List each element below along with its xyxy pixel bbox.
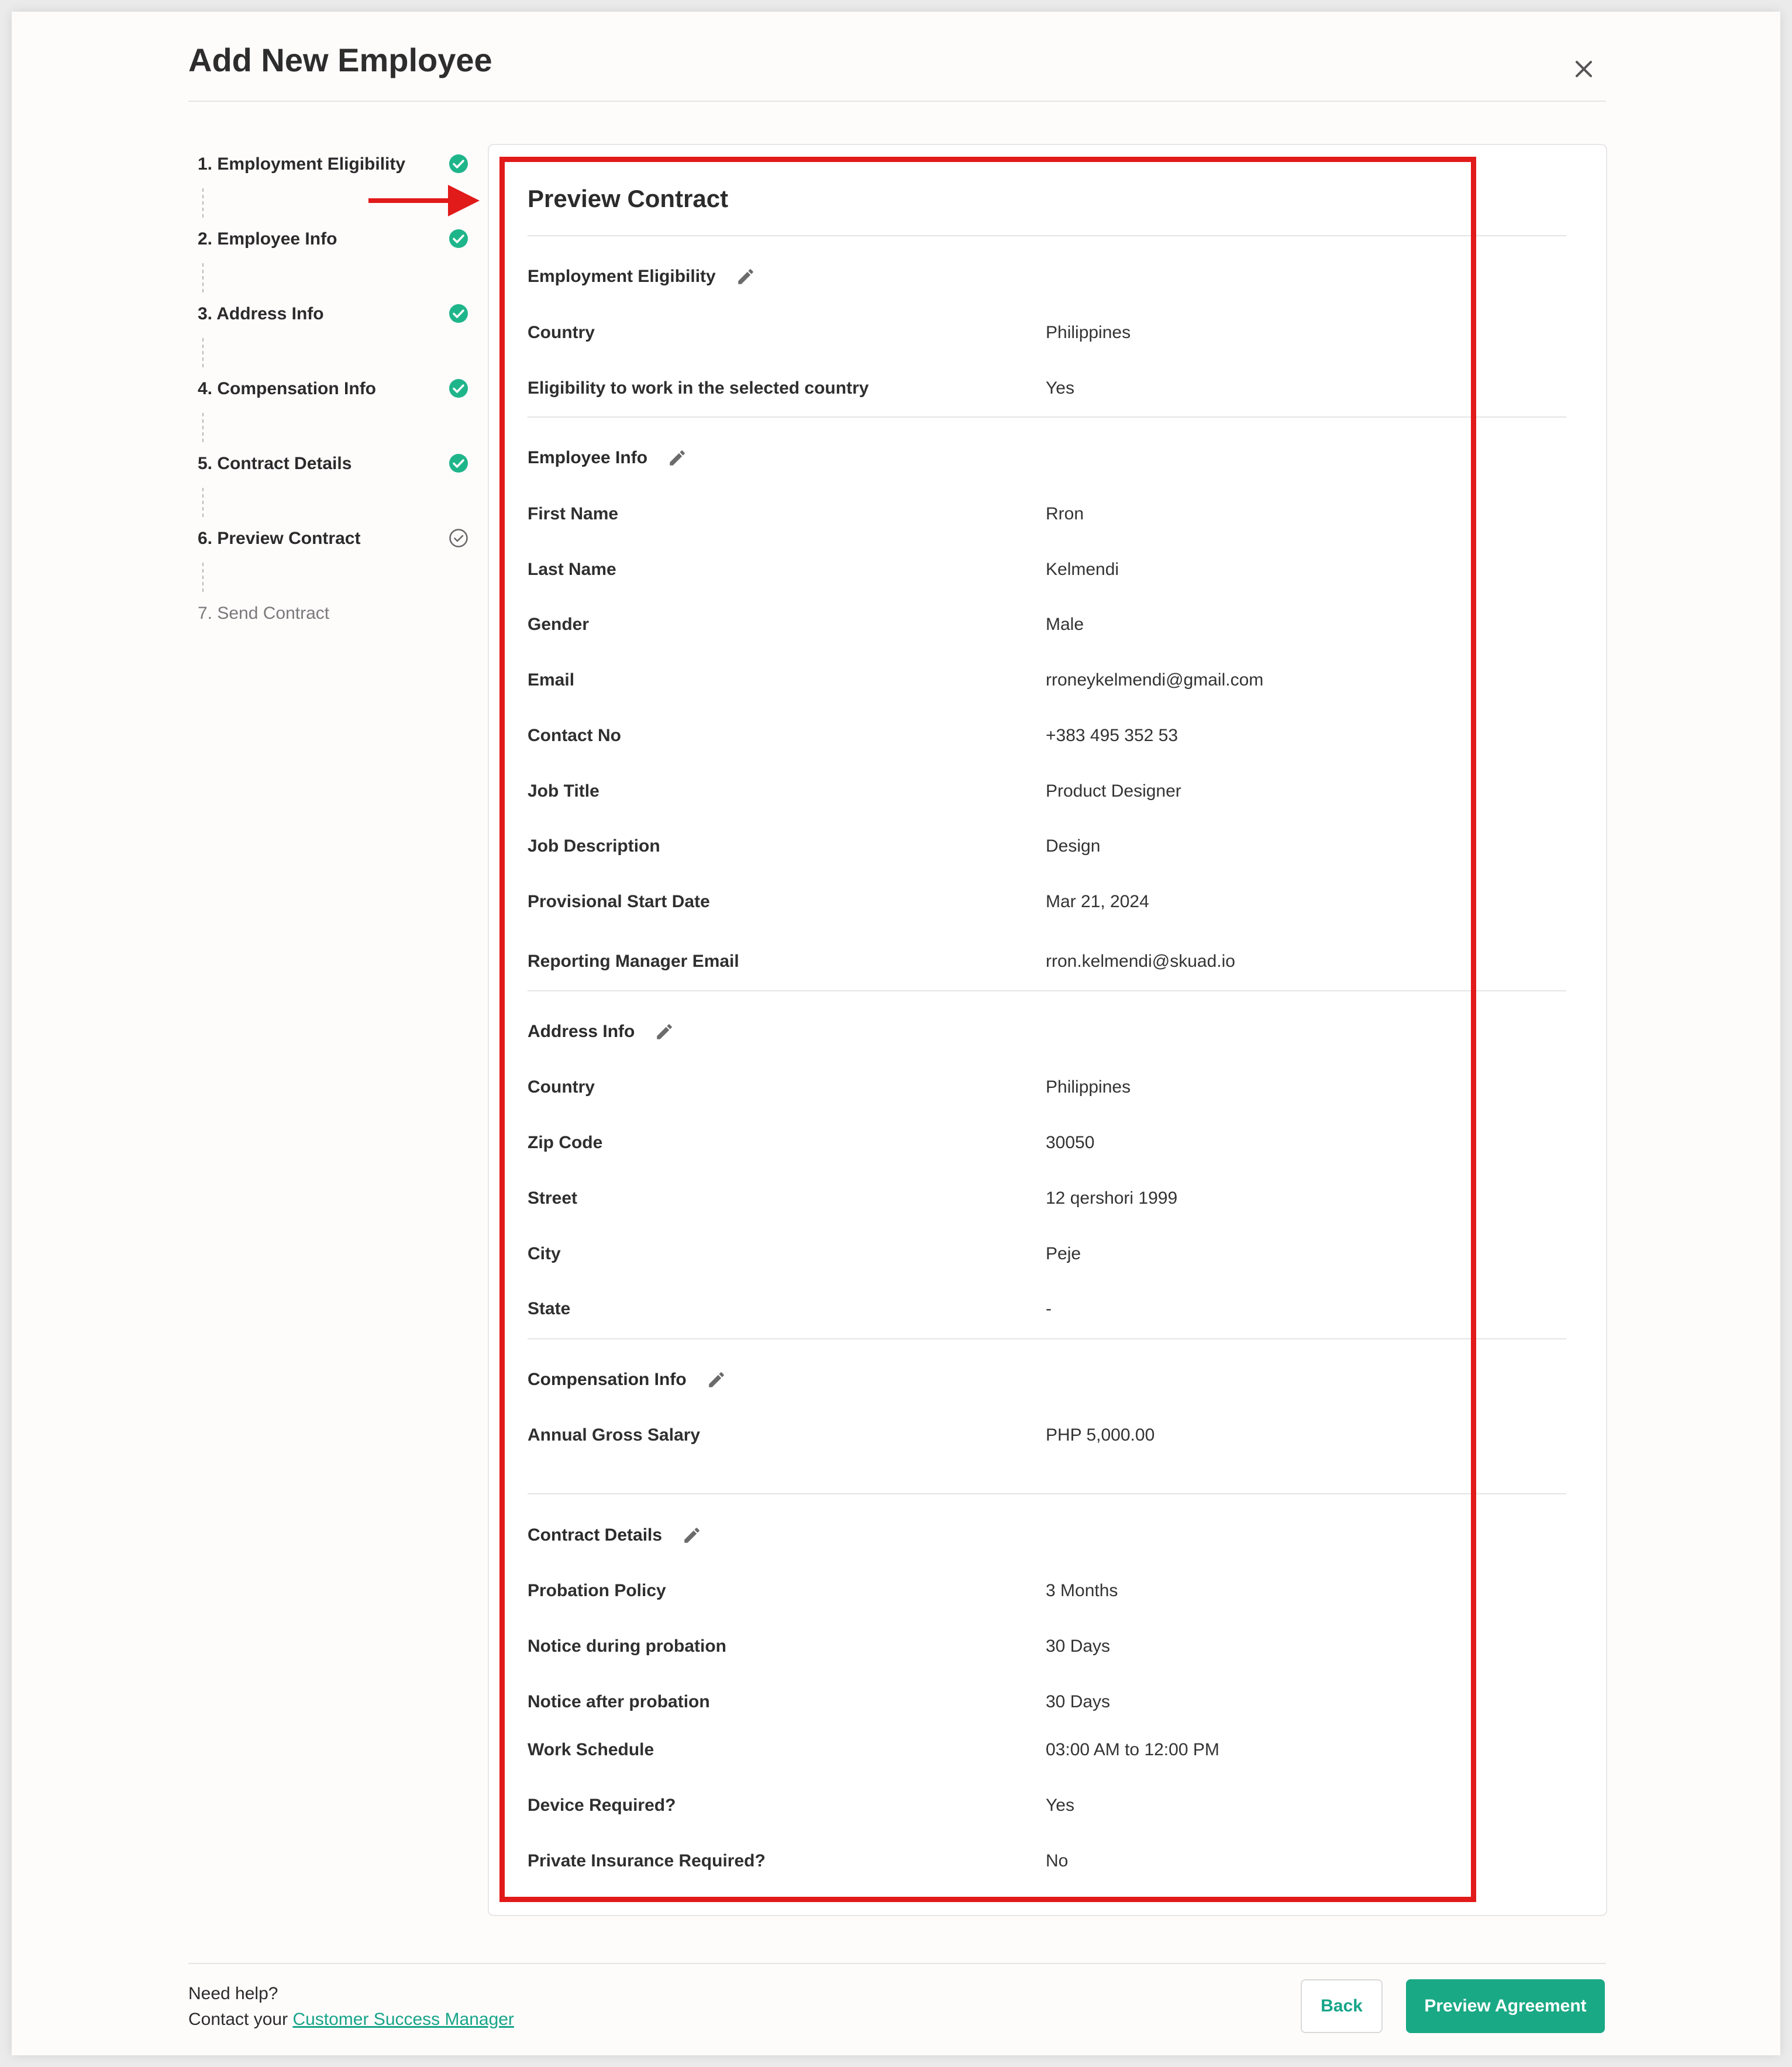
pencil-icon[interactable] [654, 1022, 674, 1042]
check-circle-outline-icon [448, 528, 469, 549]
row-label: Street [528, 1188, 578, 1208]
row-value: Philippines [1046, 1077, 1131, 1097]
step-label: 2. Employee Info [198, 229, 337, 249]
row-value: rron.kelmendi@skuad.io [1046, 952, 1235, 971]
section-title: Compensation Info [528, 1370, 687, 1389]
pencil-icon[interactable] [682, 1525, 702, 1545]
step-connector [202, 263, 204, 292]
section-address-info [528, 1022, 674, 1042]
step-label: 3. Address Info [198, 304, 324, 323]
section-compensation-info [528, 1370, 726, 1390]
preview-contract-title: Preview Contract [528, 185, 729, 212]
row-label: State [528, 1299, 571, 1318]
pencil-icon[interactable] [736, 267, 756, 287]
row-label: Private Insurance Required? [528, 1851, 766, 1870]
check-circle-icon [448, 378, 469, 399]
step-compensation-info[interactable] [198, 371, 473, 406]
row-value: Rron [1046, 504, 1084, 523]
row-value: Product Designer [1046, 781, 1181, 801]
step-connector [202, 563, 204, 592]
step-send-contract[interactable] [198, 595, 473, 631]
divider [528, 416, 1566, 418]
step-employment-eligibility[interactable] [198, 146, 473, 181]
step-connector [202, 188, 204, 218]
row-label: Last Name [528, 560, 616, 579]
section-title: Address Info [528, 1022, 635, 1041]
section-title: Employee Info [528, 448, 648, 467]
step-label: 7. Send Contract [198, 604, 330, 623]
preview-agreement-button[interactable]: Preview Agreement [1406, 1979, 1605, 2033]
step-connector [202, 338, 204, 367]
check-circle-icon [448, 153, 469, 174]
step-preview-contract[interactable] [198, 521, 473, 556]
row-label: Work Schedule [528, 1740, 654, 1759]
help-contact-line [188, 2010, 514, 2030]
row-value: rroneykelmendi@gmail.com [1046, 670, 1264, 690]
check-circle-icon [448, 303, 469, 324]
row-label: First Name [528, 504, 619, 523]
row-label: Provisional Start Date [528, 892, 710, 911]
row-label: Country [528, 323, 595, 342]
row-value: No [1046, 1851, 1069, 1870]
row-label: Country [528, 1077, 595, 1097]
row-value: Male [1046, 615, 1084, 634]
step-contract-details[interactable] [198, 446, 473, 481]
row-label: Email [528, 670, 575, 690]
row-value: 30 Days [1046, 1637, 1111, 1656]
row-value: Design [1046, 836, 1101, 856]
row-value: Yes [1046, 378, 1074, 398]
row-label: Notice during probation [528, 1637, 726, 1656]
row-value: 12 qershori 1999 [1046, 1188, 1178, 1208]
row-value: 3 Months [1046, 1581, 1118, 1600]
page-title: Add New Employee [188, 42, 492, 78]
step-label: 1. Employment Eligibility [198, 154, 406, 174]
row-label: Notice after probation [528, 1692, 710, 1711]
step-label: 6. Preview Contract [198, 529, 361, 548]
divider [528, 235, 1566, 236]
row-label: Reporting Manager Email [528, 952, 739, 971]
row-label: Eligibility to work in the selected country [528, 378, 869, 398]
customer-success-manager-link[interactable]: Customer Success Manager [292, 2010, 514, 2029]
close-icon[interactable] [1566, 51, 1601, 87]
row-label: Job Title [528, 781, 599, 801]
footer-divider [188, 1963, 1606, 1964]
back-button[interactable]: Back [1301, 1979, 1383, 2033]
step-label: 4. Compensation Info [198, 379, 377, 398]
pencil-icon[interactable] [707, 1370, 726, 1390]
row-value: Kelmendi [1046, 560, 1119, 579]
divider [528, 1493, 1566, 1494]
row-value: - [1046, 1299, 1052, 1318]
section-employment-eligibility [528, 267, 756, 287]
section-title: Contract Details [528, 1525, 663, 1545]
row-value: Yes [1046, 1796, 1074, 1815]
row-label: Probation Policy [528, 1581, 666, 1600]
row-label: City [528, 1244, 561, 1263]
row-label: Contact No [528, 726, 621, 745]
row-label: Gender [528, 615, 590, 634]
step-employee-info[interactable] [198, 221, 473, 256]
row-value: 30050 [1046, 1133, 1095, 1152]
divider [528, 1338, 1566, 1339]
row-value: Mar 21, 2024 [1046, 892, 1149, 911]
annotation-arrow-icon [368, 181, 480, 220]
divider [528, 990, 1566, 991]
modal-header [188, 35, 1606, 102]
row-value: PHP 5,000.00 [1046, 1425, 1155, 1445]
row-value: Peje [1046, 1244, 1081, 1263]
step-label: 5. Contract Details [198, 454, 352, 473]
row-value: 03:00 AM to 12:00 PM [1046, 1740, 1219, 1759]
step-connector [202, 488, 204, 517]
pencil-icon[interactable] [667, 448, 687, 468]
row-label: Device Required? [528, 1796, 676, 1815]
row-label: Job Description [528, 836, 660, 856]
row-label: Zip Code [528, 1133, 603, 1152]
help-prefix: Contact your [188, 2010, 288, 2029]
step-connector [202, 413, 204, 442]
step-address-info[interactable] [198, 296, 473, 331]
row-value: Philippines [1046, 323, 1131, 342]
help-text: Need help? [188, 1984, 278, 2003]
section-title: Employment Eligibility [528, 267, 716, 286]
row-value: 30 Days [1046, 1692, 1111, 1711]
check-circle-icon [448, 228, 469, 249]
section-contract-details [528, 1525, 702, 1545]
section-employee-info [528, 448, 687, 468]
row-value: +383 495 352 53 [1046, 726, 1178, 745]
check-circle-icon [448, 453, 469, 474]
row-label: Annual Gross Salary [528, 1425, 701, 1445]
